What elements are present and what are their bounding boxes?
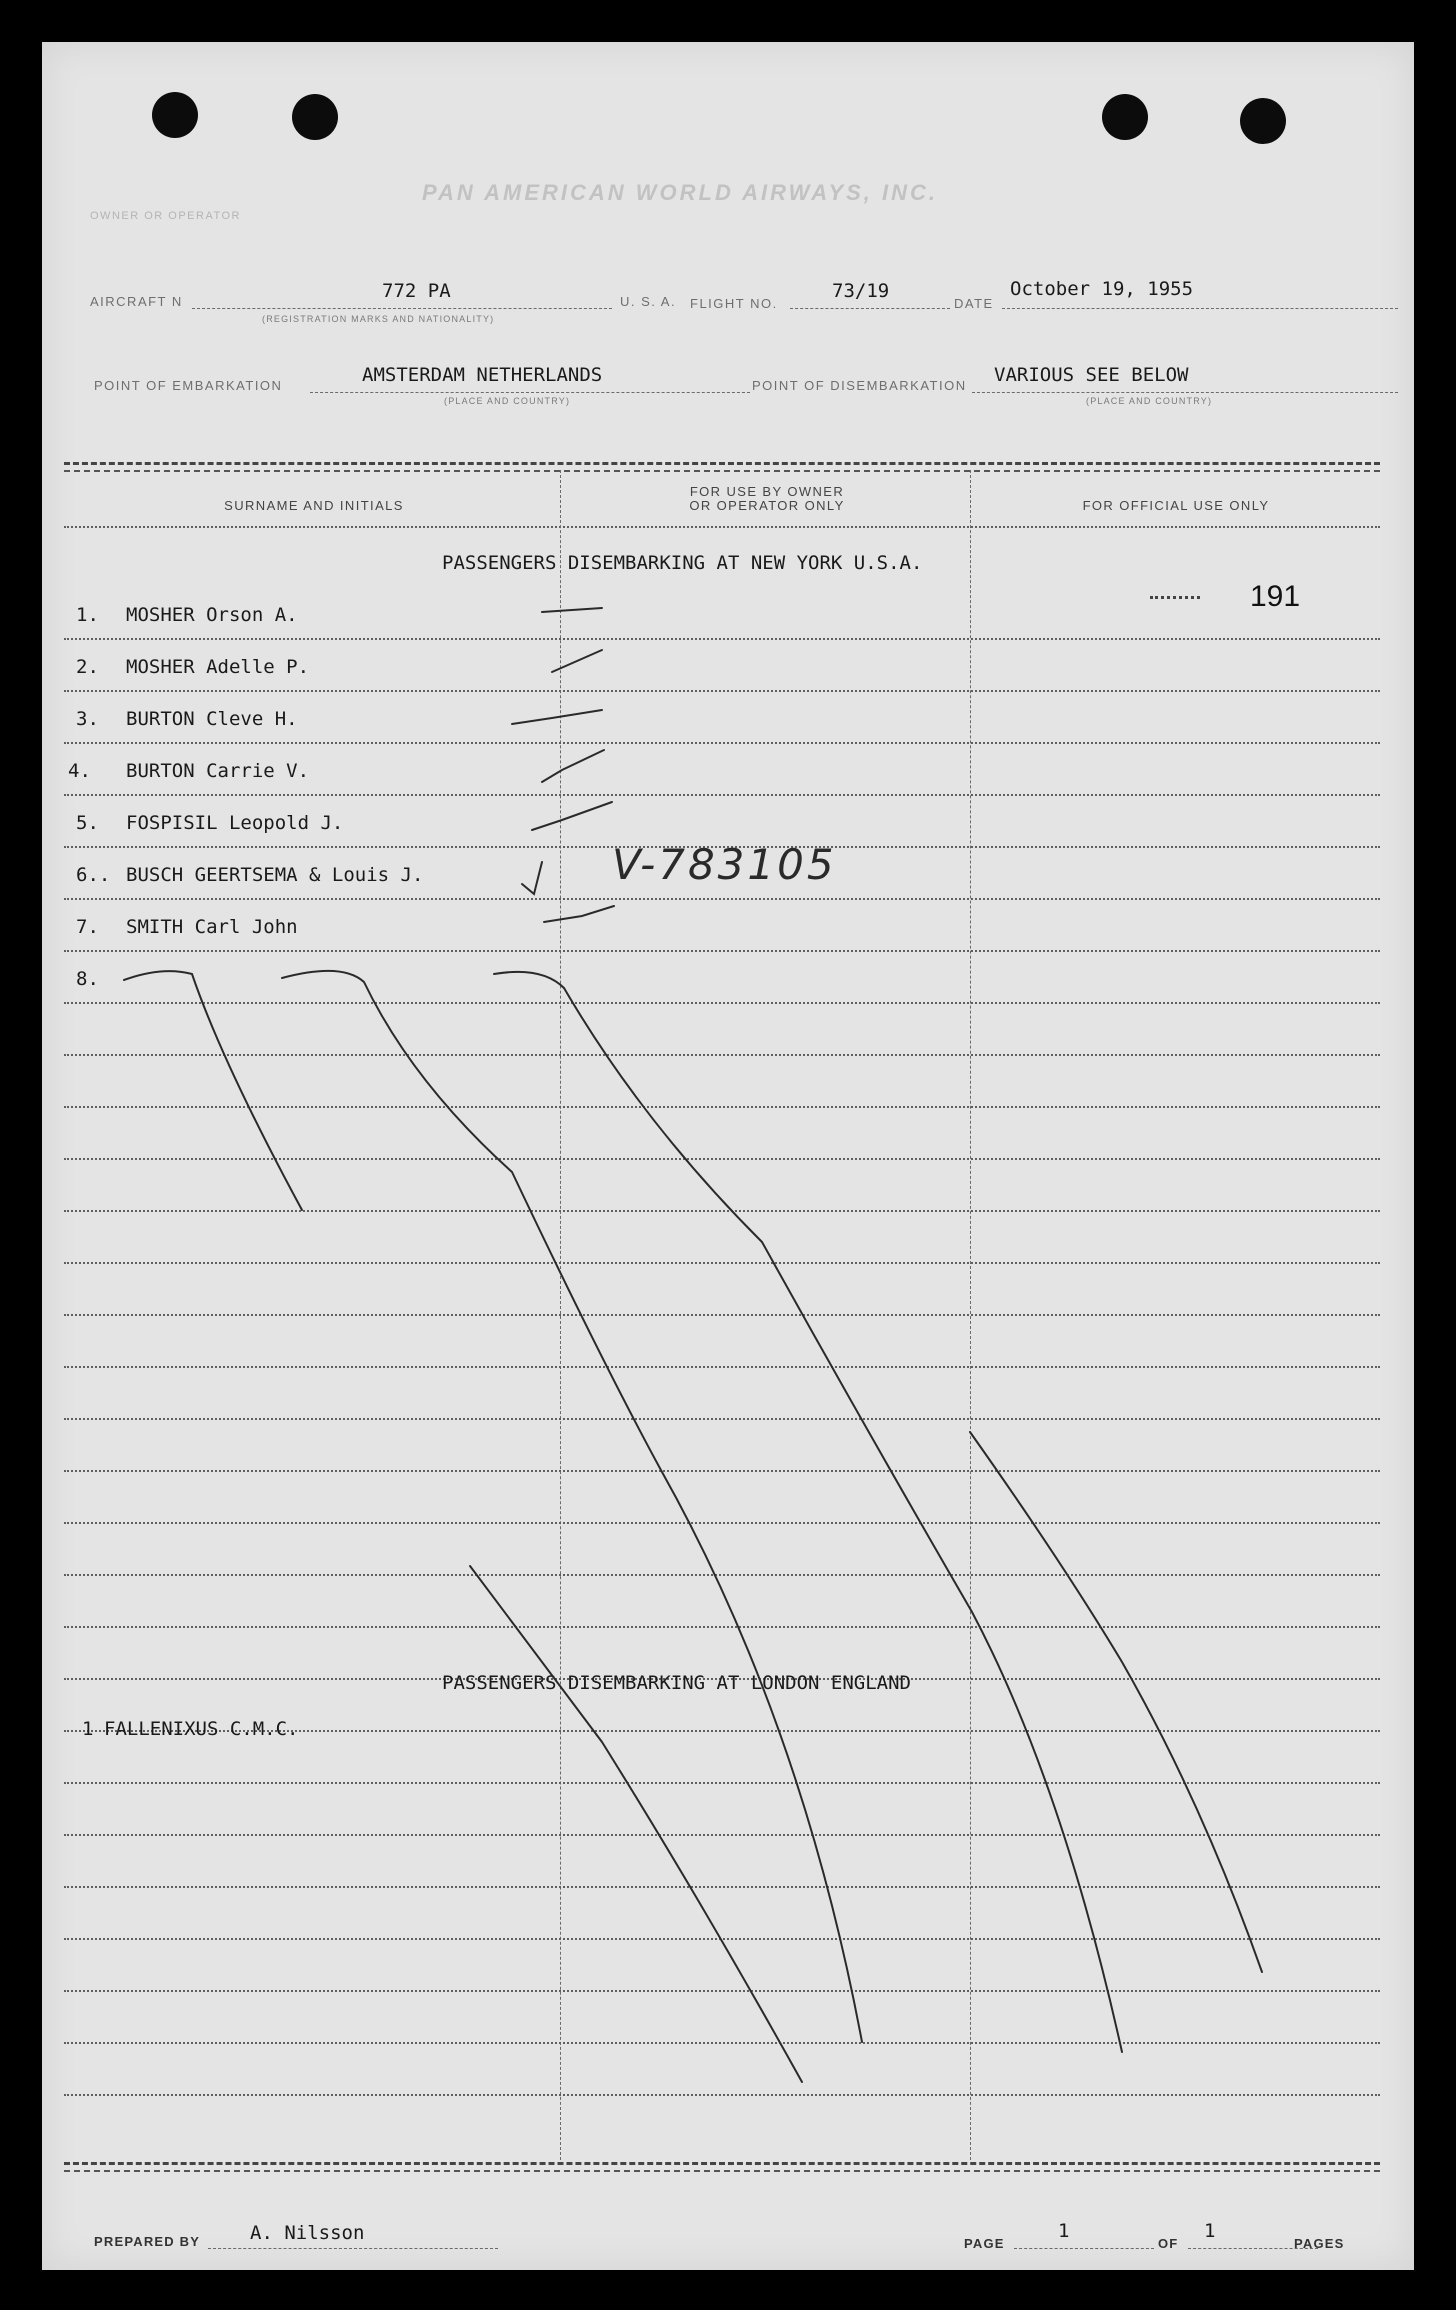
disembark-label: POINT OF DISEMBARKATION	[752, 378, 967, 393]
passenger-num: 4.	[68, 760, 91, 782]
col-surname-header: SURNAME AND INITIALS	[224, 498, 404, 513]
owner-name: PAN AMERICAN WORLD AIRWAYS, INC.	[422, 180, 939, 205]
embark-sub: (PLACE AND COUNTRY)	[444, 396, 571, 406]
disembark-sub: (PLACE AND COUNTRY)	[1086, 396, 1213, 406]
tick-mark	[552, 650, 602, 672]
strike-line	[470, 1566, 802, 2082]
flight-value: 73/19	[832, 280, 890, 302]
london-section-heading: PASSENGERS DISEMBARKING AT LONDON ENGLAND	[442, 1672, 911, 1694]
table-bottom-border	[64, 2162, 1380, 2165]
date-label: DATE	[954, 296, 994, 311]
owner-label: OWNER OR OPERATOR	[90, 210, 241, 222]
passenger-name: SMITH Carl John	[126, 916, 298, 938]
embark-value: AMSTERDAM NETHERLANDS	[362, 364, 603, 386]
passenger-name: MOSHER Orson A.	[126, 604, 298, 626]
passenger-num: 6..	[76, 864, 111, 886]
page-underline	[1014, 2248, 1154, 2249]
usa-label: U. S. A.	[620, 294, 677, 309]
page-label: PAGE	[964, 2236, 1005, 2251]
strike-line	[494, 972, 1122, 2052]
col-owner-header-2: OR OPERATOR ONLY	[689, 498, 845, 513]
tick-mark	[542, 608, 602, 612]
page-value: 1	[1058, 2220, 1070, 2242]
aircraft-sub: (REGISTRATION MARKS AND NATIONALITY)	[262, 314, 495, 324]
manifest-sheet	[42, 42, 1414, 2270]
passenger-num: 1.	[76, 604, 99, 626]
prepared-label: PREPARED BY	[94, 2234, 201, 2249]
tick-mark	[544, 906, 614, 922]
handwritten-note: V-783105	[612, 840, 837, 889]
passenger-name: FALLENIXUS C.M.C.	[104, 1718, 299, 1740]
tick-mark	[542, 750, 604, 782]
table-bottom-border	[64, 2170, 1380, 2172]
of-value: 1	[1204, 2220, 1216, 2242]
passenger-num: 7.	[76, 916, 99, 938]
passenger-num: 8.	[76, 968, 99, 990]
disembark-value: VARIOUS SEE BELOW	[994, 364, 1189, 386]
passenger-num: 3.	[76, 708, 99, 730]
passenger-name: BURTON Carrie V.	[126, 760, 310, 782]
passenger-name: MOSHER Adelle P.	[126, 656, 310, 678]
strike-line	[124, 971, 302, 1210]
strike-line	[282, 971, 862, 2042]
prepared-underline	[208, 2248, 498, 2249]
tick-mark	[512, 710, 602, 724]
passenger-name: FOSPISIL Leopold J.	[126, 812, 344, 834]
passenger-name: BURTON Cleve H.	[126, 708, 298, 730]
aircraft-value: 772 PA	[382, 280, 451, 302]
col-official-header: FOR OFFICIAL USE ONLY	[1082, 498, 1270, 513]
passenger-num: 1	[82, 1718, 94, 1740]
aircraft-label: AIRCRAFT N	[90, 294, 183, 309]
tick-mark	[532, 802, 612, 830]
official-number: 191	[1250, 580, 1301, 613]
pages-label: PAGES	[1294, 2236, 1345, 2251]
ny-section-heading: PASSENGERS DISEMBARKING AT NEW YORK U.S.A.	[442, 552, 923, 574]
check-mark	[522, 862, 542, 894]
passenger-name: BUSCH GEERTSEMA & Louis J.	[126, 864, 424, 886]
date-value: October 19, 1955	[1010, 278, 1194, 300]
passenger-num: 5.	[76, 812, 99, 834]
passenger-num: 2.	[76, 656, 99, 678]
flight-label: FLIGHT NO.	[690, 296, 778, 311]
prepared-value: A. Nilsson	[250, 2222, 365, 2244]
col-owner-header-1: FOR USE BY OWNER	[689, 484, 845, 499]
of-label: OF	[1158, 2236, 1179, 2251]
pen-marks	[42, 42, 1414, 2270]
embark-label: POINT OF EMBARKATION	[94, 378, 283, 393]
